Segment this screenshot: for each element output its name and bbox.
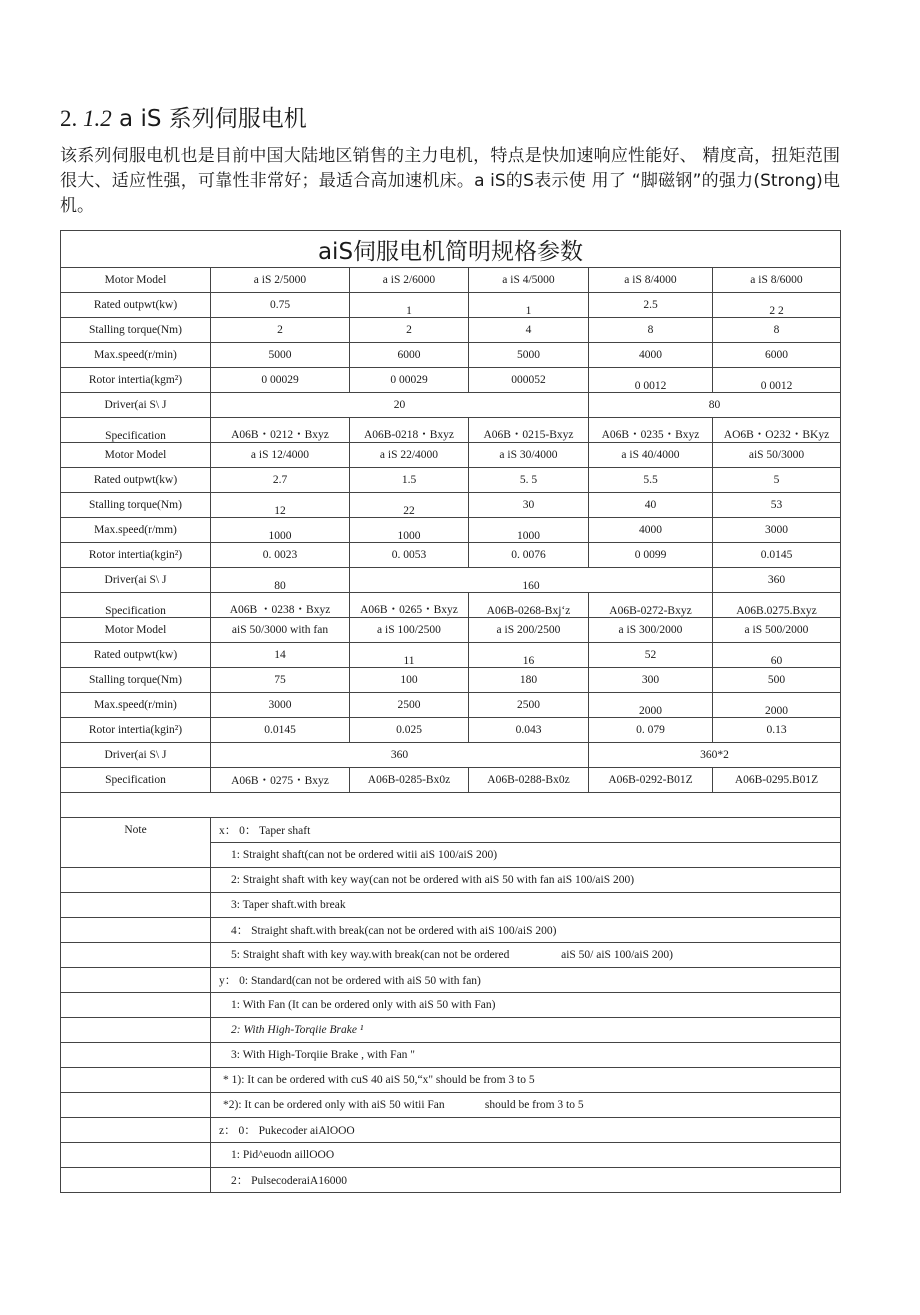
- note-spacer: [61, 1168, 211, 1193]
- table-cell: 0. 0076: [469, 543, 589, 568]
- row-label: Specification: [61, 593, 211, 618]
- table-row: [61, 518, 841, 543]
- note-row: [61, 1118, 841, 1143]
- row-label: Rated outpwt(kw): [61, 468, 211, 493]
- row-label: Specification: [61, 768, 211, 793]
- table-row: [61, 418, 841, 443]
- table-cell: 60: [713, 643, 841, 668]
- table-cell: 5000: [211, 343, 350, 368]
- intro-paragraph: 该系列伺服电机也是目前中国大陆地区销售的主力电机，特点是快加速响应性能好、 精度高，扭矩范围很大、适应性强，可靠性非常好；最适合高加速机床。a iS的S表示使 用了 “脚磁钢”的强力(Strong)电机。: [60, 146, 840, 216]
- table-row: [61, 468, 841, 493]
- table-cell: 2500: [469, 693, 589, 718]
- note-text: 2： PulsecoderaiA16000: [211, 1168, 841, 1193]
- table-cell: aiS 50/3000 with fan: [211, 618, 350, 643]
- table-cell: 20: [211, 393, 589, 418]
- row-label: Rotor intertia(kgin²): [61, 718, 211, 743]
- row-label: Driver(ai S\ J: [61, 568, 211, 593]
- table-cell: a iS 2/5000: [211, 268, 350, 293]
- table-row: [61, 718, 841, 743]
- note-text: x： 0： Taper shaft: [211, 818, 841, 843]
- table-cell: 0 0012: [713, 368, 841, 393]
- table-cell: 16: [469, 643, 589, 668]
- note-spacer: [61, 1018, 211, 1043]
- note-spacer: [61, 918, 211, 943]
- row-label: Rated outpwt(kw): [61, 293, 211, 318]
- table-cell: A06B-0285-Bx0z: [350, 768, 469, 793]
- note-text: *2): It can be ordered only with aiS 50 witii Fan should be from 3 to 5: [211, 1093, 841, 1118]
- table-cell: 180: [469, 668, 589, 693]
- note-text: 1: Pid^euodn aillOOO: [211, 1143, 841, 1168]
- note-text: y： 0: Standard(can not be ordered with aiS 50 with fan): [211, 968, 841, 993]
- table-row: [61, 368, 841, 393]
- table-cell: 75: [211, 668, 350, 693]
- table-row: [61, 268, 841, 293]
- table-cell: 80: [589, 393, 841, 418]
- row-label: Motor Model: [61, 618, 211, 643]
- table-cell: 8: [589, 318, 713, 343]
- table-cell: 360*2: [589, 743, 841, 768]
- table-cell: 000052: [469, 368, 589, 393]
- table-cell: 14: [211, 643, 350, 668]
- table-cell: 40: [589, 493, 713, 518]
- note-text: 5: Straight shaft with key way.with break(can not be ordered aiS 50/ aiS 100/aiS 200): [211, 943, 841, 968]
- note-label: Note: [61, 818, 211, 868]
- table-cell: A06B・0235・Bxyz: [589, 418, 713, 443]
- table-cell: 2000: [713, 693, 841, 718]
- table-cell: 6000: [713, 343, 841, 368]
- section-title: a iS 系列伺服电机: [111, 106, 307, 132]
- table-cell: 1000: [350, 518, 469, 543]
- table-row: [61, 443, 841, 468]
- table-cell: 1000: [211, 518, 350, 543]
- table-cell: A06B-0272-Bxyz: [589, 593, 713, 618]
- table-cell: 5000: [469, 343, 589, 368]
- table-cell: 2 2: [713, 293, 841, 318]
- table-cell: 0 00029: [211, 368, 350, 393]
- table-cell: 360: [713, 568, 841, 593]
- note-text: 3: With High-Torqiie Brake , with Fan ": [211, 1043, 841, 1068]
- table-cell: A06B・0212・Bxyz: [211, 418, 350, 443]
- note-row: [61, 1068, 841, 1093]
- note-row: [61, 1143, 841, 1168]
- note-row: [61, 1043, 841, 1068]
- table-cell: a iS 30/4000: [469, 443, 589, 468]
- row-label: Max.speed(r/min): [61, 343, 211, 368]
- table-cell: 52: [589, 643, 713, 668]
- row-label: Stalling torque(Nm): [61, 493, 211, 518]
- table-cell: 2: [350, 318, 469, 343]
- note-row: [61, 943, 841, 968]
- table-cell: a iS 8/6000: [713, 268, 841, 293]
- table-cell: 0. 0023: [211, 543, 350, 568]
- note-row: [61, 1168, 841, 1193]
- table-cell: a iS 100/2500: [350, 618, 469, 643]
- table-cell: 4: [469, 318, 589, 343]
- table-cell: 1.5: [350, 468, 469, 493]
- table-cell: 1000: [469, 518, 589, 543]
- note-spacer: [61, 1043, 211, 1068]
- table-cell: A06B-0218・Bxyz: [350, 418, 469, 443]
- row-label: Stalling torque(Nm): [61, 318, 211, 343]
- note-row: [61, 868, 841, 893]
- table-cell: 8: [713, 318, 841, 343]
- table-cell: 500: [713, 668, 841, 693]
- table-row: [61, 743, 841, 768]
- note-text: 1: With Fan (It can be ordered only with aiS 50 with Fan): [211, 993, 841, 1018]
- table-cell: 3000: [713, 518, 841, 543]
- table-cell: A06B-0288-Bx0z: [469, 768, 589, 793]
- table-cell: A06B・0265・Bxyz: [350, 593, 469, 618]
- section-heading: [60, 100, 307, 133]
- table-cell: 2: [211, 318, 350, 343]
- table-cell: 53: [713, 493, 841, 518]
- row-label: Max.speed(r/mm): [61, 518, 211, 543]
- row-label: Rated outpwt(kw): [61, 643, 211, 668]
- table-cell: 1: [469, 293, 589, 318]
- note-spacer: [61, 1118, 211, 1143]
- table-cell: a iS 40/4000: [589, 443, 713, 468]
- note-text: z： 0： Pukecoder aiAlOOO: [211, 1118, 841, 1143]
- table-cell: a iS 8/4000: [589, 268, 713, 293]
- table-row: [61, 693, 841, 718]
- table-cell: 0. 079: [589, 718, 713, 743]
- note-spacer: [61, 868, 211, 893]
- table-cell: 2.5: [589, 293, 713, 318]
- table-cell: aiS 50/3000: [713, 443, 841, 468]
- note-text: 1: Straight shaft(can not be ordered witii aiS 100/aiS 200): [211, 843, 841, 868]
- table-cell: A06B-0295.B01Z: [713, 768, 841, 793]
- table-cell: a iS 2/6000: [350, 268, 469, 293]
- table-cell: 0 0099: [589, 543, 713, 568]
- table-row: [61, 618, 841, 643]
- note-row: [61, 968, 841, 993]
- spec-table: [60, 230, 841, 1193]
- table-cell: 11: [350, 643, 469, 668]
- table-cell: 360: [211, 743, 589, 768]
- note-row: [61, 1018, 841, 1043]
- row-label: Driver(ai S\ J: [61, 393, 211, 418]
- table-cell: 0.75: [211, 293, 350, 318]
- row-label: Motor Model: [61, 443, 211, 468]
- note-text: 3: Taper shaft.with break: [211, 893, 841, 918]
- table-row: [61, 343, 841, 368]
- row-label: Specification: [61, 418, 211, 443]
- table-cell: 2.7: [211, 468, 350, 493]
- table-row: [61, 643, 841, 668]
- table-cell: 12: [211, 493, 350, 518]
- table-cell: 300: [589, 668, 713, 693]
- row-label: Motor Model: [61, 268, 211, 293]
- table-cell: 5: [713, 468, 841, 493]
- table-cell: A06B ・0238・Bxyz: [211, 593, 350, 618]
- note-row: [61, 993, 841, 1018]
- table-cell: 6000: [350, 343, 469, 368]
- note-spacer: [61, 893, 211, 918]
- table-cell: 80: [211, 568, 350, 593]
- note-spacer: [61, 1093, 211, 1118]
- table-cell: a iS 200/2500: [469, 618, 589, 643]
- table-cell: a iS 500/2000: [713, 618, 841, 643]
- table-cell: 30: [469, 493, 589, 518]
- table-cell: A06B.0275.Bxyz: [713, 593, 841, 618]
- table-title: aiS伺服电机简明规格参数: [61, 231, 841, 268]
- table-row: [61, 668, 841, 693]
- table-cell: 0 00029: [350, 368, 469, 393]
- table-cell: 2500: [350, 693, 469, 718]
- row-label: Rotor intertia(kgin²): [61, 543, 211, 568]
- note-spacer: [61, 943, 211, 968]
- note-text: * 1): It can be ordered with cuS 40 aiS 50,“x" should be from 3 to 5: [211, 1068, 841, 1093]
- table-cell: 22: [350, 493, 469, 518]
- note-spacer: [61, 993, 211, 1018]
- table-cell: 5. 5: [469, 468, 589, 493]
- table-cell: 4000: [589, 518, 713, 543]
- note-row: [61, 918, 841, 943]
- table-row: [61, 768, 841, 793]
- table-cell: A06B-0292-B01Z: [589, 768, 713, 793]
- note-text: 2: Straight shaft with key way(can not be ordered with aiS 50 with fan aiS 100/aiS 200): [211, 868, 841, 893]
- section-number: 2. 1.2: [60, 106, 112, 131]
- table-cell: A06B・0215-Bxyz: [469, 418, 589, 443]
- row-label: Max.speed(r/min): [61, 693, 211, 718]
- table-cell: 3000: [211, 693, 350, 718]
- table-cell: 0.0145: [713, 543, 841, 568]
- note-row: [61, 818, 841, 843]
- table-cell: 5.5: [589, 468, 713, 493]
- table-cell: AO6B・O232・BKyz: [713, 418, 841, 443]
- table-cell: 4000: [589, 343, 713, 368]
- table-cell: A06B-0268-Bxj‘z: [469, 593, 589, 618]
- note-spacer: [61, 1143, 211, 1168]
- note-text: 2: With High-Torqiie Brake ¹: [211, 1018, 841, 1043]
- table-row: [61, 293, 841, 318]
- note-spacer: [61, 968, 211, 993]
- table-cell: 0.13: [713, 718, 841, 743]
- table-cell: 1: [350, 293, 469, 318]
- table-row: [61, 593, 841, 618]
- note-row: [61, 893, 841, 918]
- table-cell: 0.043: [469, 718, 589, 743]
- row-label: Driver(ai S\ J: [61, 743, 211, 768]
- note-text: 4： Straight shaft.with break(can not be ordered with aiS 100/aiS 200): [211, 918, 841, 943]
- table-row: [61, 318, 841, 343]
- table-row: [61, 568, 841, 593]
- table-cell: A06B・0275・Bxyz: [211, 768, 350, 793]
- table-cell: 100: [350, 668, 469, 693]
- blank-row: [61, 793, 841, 818]
- table-row: [61, 493, 841, 518]
- table-cell: 0.025: [350, 718, 469, 743]
- table-cell: a iS 4/5000: [469, 268, 589, 293]
- table-cell: 2000: [589, 693, 713, 718]
- table-row: [61, 543, 841, 568]
- table-cell: 160: [350, 568, 713, 593]
- table-cell: 0. 0053: [350, 543, 469, 568]
- table-cell: 0 0012: [589, 368, 713, 393]
- note-spacer: [61, 1068, 211, 1093]
- table-cell: 0.0145: [211, 718, 350, 743]
- table-cell: a iS 22/4000: [350, 443, 469, 468]
- table-cell: a iS 12/4000: [211, 443, 350, 468]
- blank-cell: [61, 793, 841, 818]
- table-row: [61, 393, 841, 418]
- table-cell: a iS 300/2000: [589, 618, 713, 643]
- row-label: Stalling torque(Nm): [61, 668, 211, 693]
- note-row: [61, 1093, 841, 1118]
- row-label: Rotor intertia(kgm²): [61, 368, 211, 393]
